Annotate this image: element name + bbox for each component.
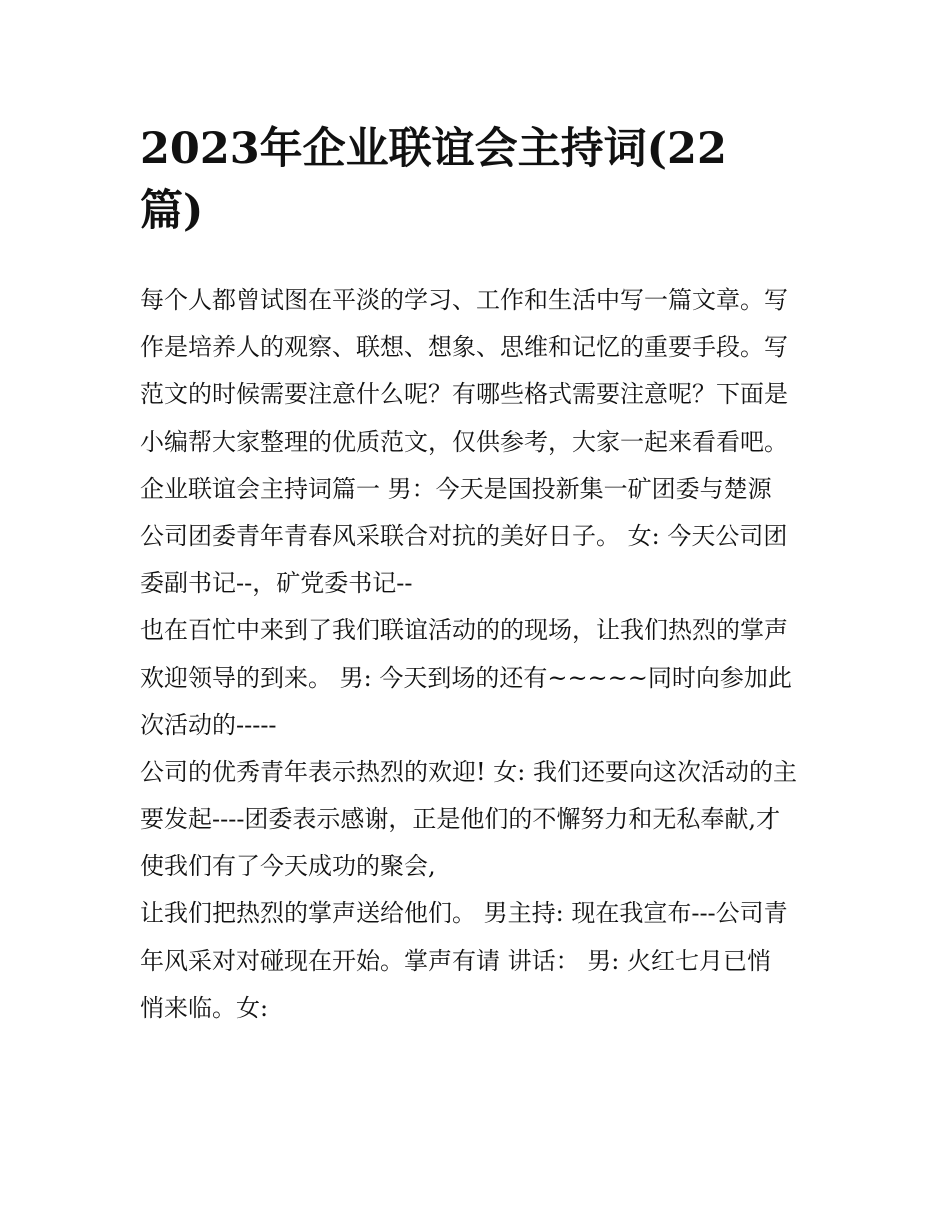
body-line: 让我们把热烈的掌声送给他们。 男主持: 现在我宣布---公司青 [140,899,788,928]
body-line: 公司的优秀青年表示热烈的欢迎! 女: 我们还要向这次活动的主 [140,757,797,786]
body-line: 次活动的----- [140,710,277,739]
body-line: 要发起----团委表示感谢，正是他们的不懈努力和无私奉献,才 [140,805,781,834]
document-title [140,118,820,242]
body-line: 欢迎领导的到来。 男: 今天到场的还有~~~~~同时向参加此 [140,663,792,692]
body-line: 公司团委青年青春风采联合对抗的美好日子。 女: 今天公司团 [140,521,788,550]
title-line-2: 篇) [140,186,204,236]
body-line: 悄来临。女: [140,993,269,1022]
body-line: 也在百忙中来到了我们联谊活动的的现场，让我们热烈的掌声 [140,616,788,645]
document-body [140,277,830,1032]
body-line: 年风采对对碰现在开始。掌声有请 讲话： 男: 火红七月已悄 [140,946,771,975]
body-line: 使我们有了今天成功的聚会, [140,852,436,881]
body-line: 作是培养人的观察、联想、想象、思维和记忆的重要手段。写 [140,333,788,362]
body-line: 范文的时候需要注意什么呢？有哪些格式需要注意呢？下面是 [140,380,788,409]
body-line: 小编帮大家整理的优质范文，仅供参考，大家一起来看看吧。 [140,427,788,456]
body-line: 委副书记--，矿党委书记-- [140,569,413,598]
body-line: 每个人都曾试图在平淡的学习、工作和生活中写一篇文章。写 [140,286,788,314]
body-line: 企业联谊会主持词篇一 男：今天是国投新集一矿团委与楚源 [140,474,772,503]
title-line-1: 2023年企业联谊会主持词(22 [140,124,727,174]
